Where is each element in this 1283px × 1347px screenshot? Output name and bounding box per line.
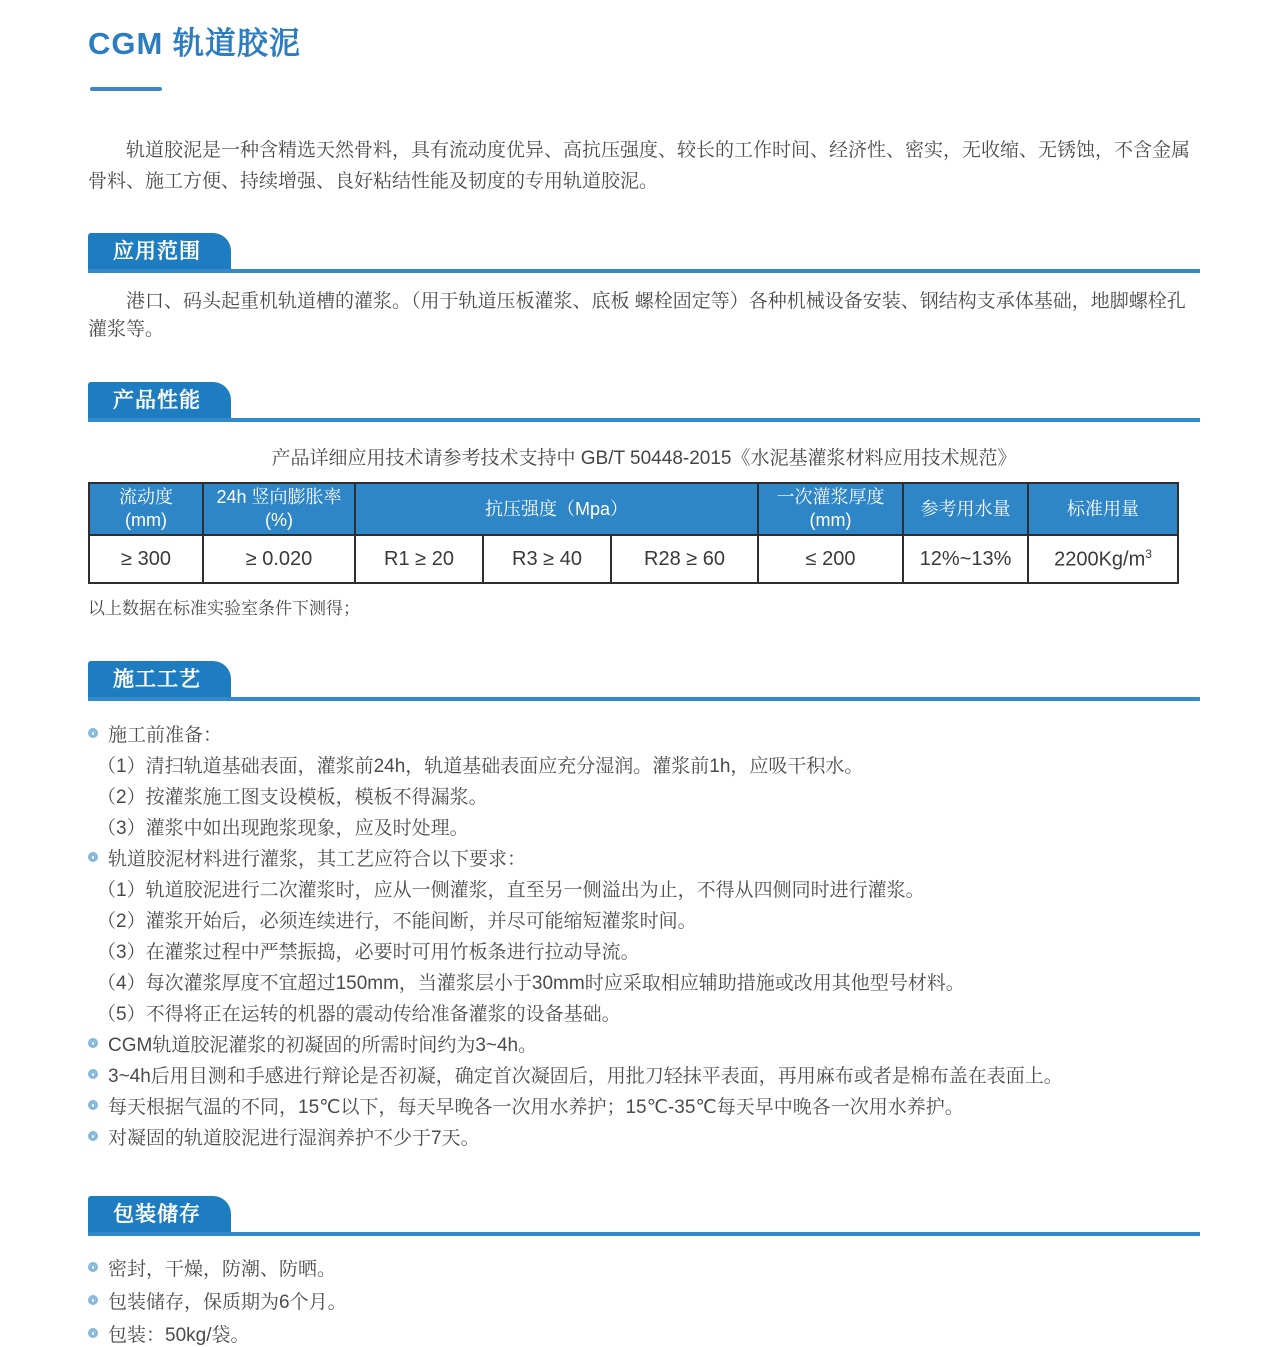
performance-section-header (88, 382, 1200, 422)
list-item (88, 1292, 1200, 1314)
table-footnote: 以上数据在标准实验室条件下测得； (88, 599, 360, 618)
storage-list (88, 1259, 1200, 1347)
list-item (88, 973, 1200, 995)
page-title: CGM 轨道胶泥 (88, 26, 301, 61)
cell-thickness: ≤ 200 (758, 535, 903, 583)
list-item (88, 725, 1200, 747)
storage-section-header (88, 1196, 1200, 1236)
cell-water: 12%~13% (903, 535, 1028, 583)
table-header-row (89, 483, 1178, 535)
list-item-text: 密封，干燥，防潮、防晒。 (108, 1259, 337, 1280)
application-text: 港口、码头起重机轨道槽的灌浆。（用于轨道压板灌浆、底板 螺栓固定等）各种机械设备安装、钢结构支承体基础，地脚螺栓孔灌浆等。 (88, 291, 1186, 340)
storage-section (88, 1196, 1200, 1347)
ring-bullet-icon (88, 1295, 98, 1305)
list-item (88, 911, 1200, 933)
header-fluidity (89, 483, 203, 535)
construction-list (88, 725, 1200, 1150)
header-line2: (mm) (809, 510, 852, 530)
cell-expansion: ≥ 0.020 (203, 535, 355, 583)
list-item-text: CGM轨道胶泥灌浆的初凝固的所需时间约为3~4h。 (108, 1035, 538, 1056)
header-expansion (203, 483, 355, 535)
header-line1: 24h 竖向膨胀率 (216, 487, 342, 507)
list-item (88, 1259, 1200, 1281)
list-item (88, 942, 1200, 964)
list-item-text: （2）灌浆开始后，必须连续进行，不能间断，并尽可能缩短灌浆时间。 (97, 911, 697, 932)
header-standard-usage (1028, 483, 1178, 535)
list-item (88, 1325, 1200, 1347)
cell-r1: R1 ≥ 20 (355, 535, 483, 583)
product-spec-page (88, 0, 1200, 1347)
header-line1: 标准用量 (1067, 498, 1140, 519)
cell-fluidity: ≥ 300 (89, 535, 203, 583)
list-item-text: （3）灌浆中如出现跑浆现象，应及时处理。 (97, 818, 469, 839)
list-item (88, 1035, 1200, 1057)
performance-section (88, 382, 1200, 619)
storage-section-tab: 包装储存 (88, 1196, 231, 1232)
list-item-text: （3）在灌浆过程中严禁振捣，必要时可用竹板条进行拉动导流。 (97, 942, 640, 963)
list-item (88, 1004, 1200, 1026)
table-data-row (89, 535, 1178, 583)
list-item-text: （5）不得将正在运转的机器的震动传给准备灌浆的设备基础。 (97, 1004, 621, 1025)
ring-bullet-icon (88, 1262, 98, 1272)
header-line2: (mm) (125, 510, 167, 530)
ring-bullet-icon (88, 1038, 98, 1048)
usage-superscript: 3 (1145, 546, 1152, 561)
application-section (88, 233, 1200, 344)
performance-table (88, 482, 1179, 584)
list-item-text: （4）每次灌浆厚度不宜超过150mm，当灌浆层小于30mm时应采取相应辅助措施或改用其他型号材料。 (97, 973, 965, 994)
list-item-text: 轨道胶泥材料进行灌浆，其工艺应符合以下要求： (108, 849, 527, 870)
list-item-text: 3~4h后用目测和手感进行辩论是否初凝，确定首次凝固后，用批刀轻抹平表面，再用麻布或者是棉布盖在表面上。 (108, 1066, 1063, 1087)
list-item (88, 1097, 1200, 1119)
cell-r3: R3 ≥ 40 (483, 535, 611, 583)
header-grout-thickness (758, 483, 903, 535)
intro-paragraph: 轨道胶泥是一种含精选天然骨料，具有流动度优异、高抗压强度、较长的工作时间、经济性、密实，无收缩、无锈蚀，不含金属骨料、施工方便、持续增强、良好粘结性能及韧度的专用轨道胶泥。 (88, 140, 1191, 192)
usage-value: 2200Kg/m (1054, 548, 1146, 571)
construction-section-header (88, 661, 1200, 701)
header-line2: (%) (265, 510, 293, 530)
list-item (88, 756, 1200, 778)
cell-r28: R28 ≥ 60 (611, 535, 758, 583)
ring-bullet-icon (88, 1069, 98, 1079)
header-line1: 参考用水量 (920, 498, 1011, 519)
ring-bullet-icon (88, 1328, 98, 1338)
list-item (88, 880, 1200, 902)
list-item-text: 对凝固的轨道胶泥进行湿润养护不少于7天。 (108, 1128, 480, 1149)
list-item-text: 施工前准备： (108, 725, 223, 746)
list-item (88, 1128, 1200, 1150)
application-section-tab: 应用范围 (88, 233, 231, 269)
list-item-text: 包装储存，保质期为6个月。 (108, 1292, 347, 1313)
header-compressive-strength (355, 483, 758, 535)
list-item (88, 1066, 1200, 1088)
header-line1: 流动度 (119, 487, 173, 507)
list-item-text: （1）清扫轨道基础表面，灌浆前24h，轨道基础表面应充分湿润。灌浆前1h，应吸干积水。 (97, 756, 864, 777)
list-item-text: 包装：50kg/袋。 (108, 1325, 250, 1346)
list-item (88, 818, 1200, 840)
ring-bullet-icon (88, 852, 98, 862)
title-underline (90, 87, 162, 91)
list-item-text: （1）轨道胶泥进行二次灌浆时，应从一侧灌浆，直至另一侧溢出为止，不得从四侧同时进行灌浆。 (97, 880, 925, 901)
application-section-header (88, 233, 1200, 273)
list-item (88, 849, 1200, 871)
header-line1: 一次灌浆厚度 (776, 487, 885, 507)
list-item (88, 787, 1200, 809)
list-item-text: （2）按灌浆施工图支设模板，模板不得漏浆。 (97, 787, 488, 808)
header-water-ratio (903, 483, 1028, 535)
header-line1: 抗压强度（Mpa） (485, 498, 629, 519)
construction-section (88, 661, 1200, 1150)
construction-section-tab: 施工工艺 (88, 661, 231, 697)
list-item-text: 每天根据气温的不同，15℃以下，每天早晚各一次用水养护；15℃-35℃每天早中晚各一次用水养护。 (108, 1097, 964, 1118)
ring-bullet-icon (88, 728, 98, 738)
cell-usage (1028, 535, 1178, 583)
ring-bullet-icon (88, 1100, 98, 1110)
performance-section-tab: 产品性能 (88, 382, 231, 418)
ring-bullet-icon (88, 1131, 98, 1141)
performance-note: 产品详细应用技术请参考技术支持中 GB/T 50448-2015《水泥基灌浆材料应用技术规范》 (271, 448, 1017, 469)
